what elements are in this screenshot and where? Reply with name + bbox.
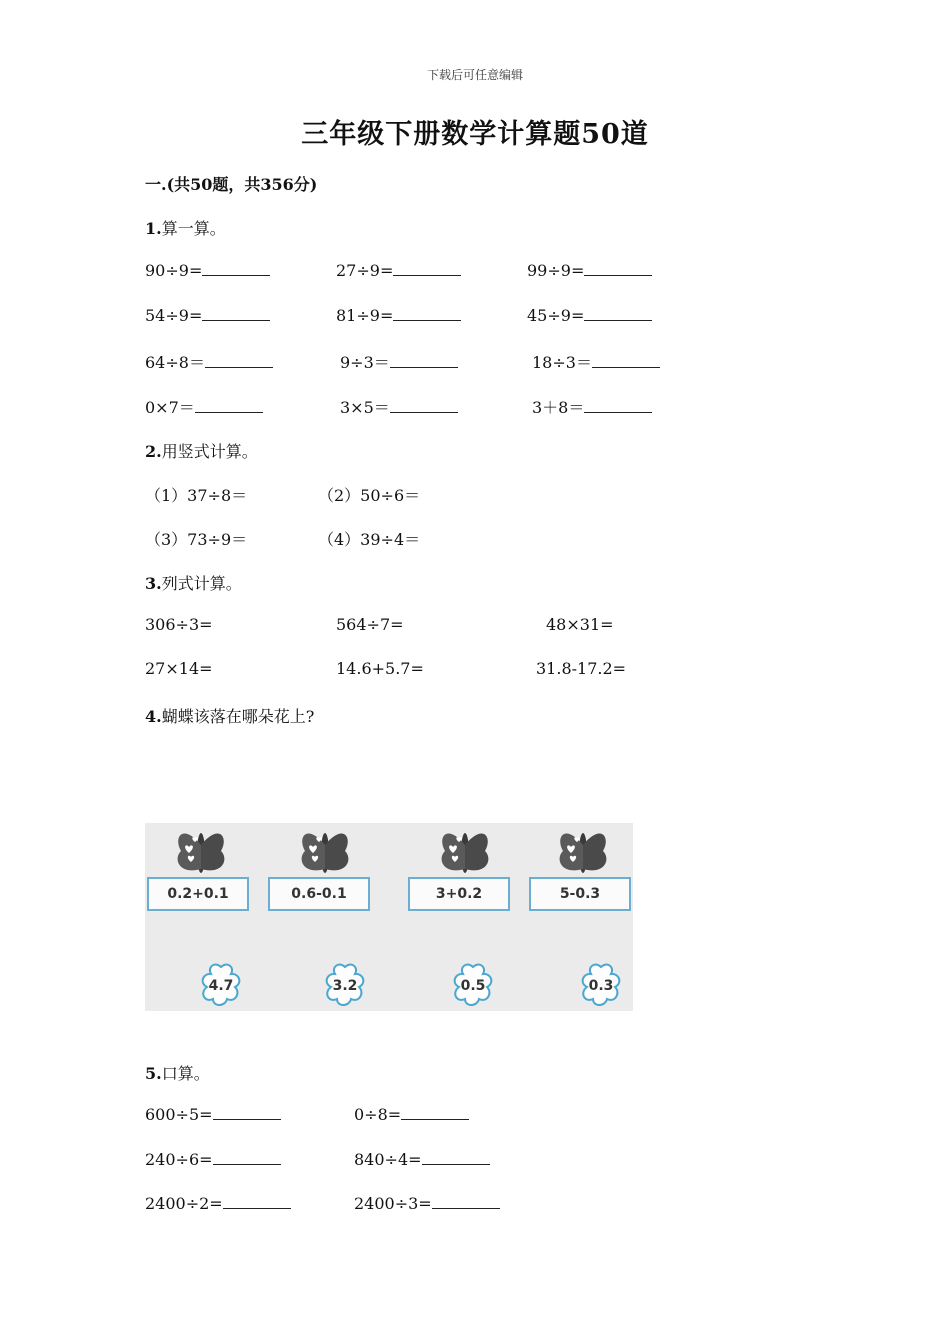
answer-blank[interactable] [213,1105,281,1120]
question-text: 用竖式计算。 [161,442,258,461]
problem [527,261,652,280]
problem-text: 90÷9= [145,261,203,280]
problem-text: 9÷3＝ [340,353,390,372]
answer-blank[interactable] [393,306,461,321]
question-text: 列式计算。 [161,574,242,593]
answer-blank[interactable] [584,398,652,413]
problem-text: 240÷6= [145,1150,213,1169]
question-number: 3. [145,574,162,593]
problem [354,1150,490,1169]
problem: 564÷7= [336,615,404,634]
answer-blank[interactable] [213,1150,281,1165]
problem [532,350,660,373]
answer-blank[interactable] [202,261,270,276]
expression-box: 5-0.3 [529,877,631,911]
butterfly-icon [171,825,231,881]
problem: （1）37÷8＝ [145,486,248,505]
problem-text: 99÷9= [527,261,585,280]
page-header: 下载后可任意编辑 [426,68,523,82]
answer-blank[interactable] [432,1194,500,1209]
section-heading: 一.(共50题，共356分) [145,175,318,194]
problem-text: 27÷9= [336,261,394,280]
problem: 14.6+5.7= [336,659,424,678]
answer-blank[interactable] [390,353,458,368]
problem: （4）39÷4＝ [318,530,421,549]
problem [145,261,270,280]
problem [145,350,273,373]
answer-blank[interactable] [584,261,652,276]
expression-box: 0.2+0.1 [147,877,249,911]
expression-box: 3+0.2 [408,877,510,911]
answer-blank[interactable] [202,306,270,321]
problem: 31.8-17.2= [536,659,627,678]
answer-blank[interactable] [393,261,461,276]
problem-text: 3＋8＝ [532,398,585,417]
answer-blank[interactable] [422,1150,490,1165]
problem [145,306,270,325]
expression-box: 0.6-0.1 [268,877,370,911]
question-number: 4. [145,707,162,726]
problem-text: 600÷5= [145,1105,213,1124]
question-number: 5. [145,1064,162,1083]
problem: 27×14= [145,659,213,678]
question-text: 口算。 [161,1064,210,1083]
page-title: 三年级下册数学计算题50道 [301,119,649,150]
question-number: 2. [145,442,162,461]
problem [354,1194,500,1213]
problem-text: 45÷9= [527,306,585,325]
question-3 [145,571,242,594]
problem [145,395,263,418]
problem [145,1105,281,1124]
problem: （2）50÷6＝ [318,486,421,505]
problem [527,306,652,325]
problem-text: 2400÷2= [145,1194,223,1213]
problem [532,395,652,418]
problem: （3）73÷9＝ [145,530,248,549]
butterfly-icon [435,825,495,881]
answer-blank[interactable] [195,398,263,413]
problem [145,1194,291,1213]
question-text: 蝴蝶该落在哪朵花上? [161,707,315,726]
problem-text: 18÷3＝ [532,353,592,372]
problem-text: 3×5＝ [340,398,390,417]
problem-text: 2400÷3= [354,1194,432,1213]
problem [340,350,458,373]
problem-text: 0×7＝ [145,398,195,417]
question-text: 算一算。 [161,219,226,238]
answer-blank[interactable] [223,1194,291,1209]
answer-blank[interactable] [401,1105,469,1120]
answer-blank[interactable] [205,353,273,368]
problem [354,1105,469,1124]
question-2 [145,439,258,462]
answer-blank[interactable] [592,353,660,368]
problem: 48×31= [546,615,614,634]
butterfly-flower-picture [145,823,633,1011]
flower-value: 3.2 [332,978,358,994]
problem [336,306,461,325]
question-4 [145,704,314,727]
problem [145,1150,281,1169]
butterfly-icon [295,825,355,881]
problem-text: 81÷9= [336,306,394,325]
problem [340,395,458,418]
answer-blank[interactable] [390,398,458,413]
question-1 [145,216,226,239]
problem-text: 840÷4= [354,1150,422,1169]
flower-value: 0.5 [460,978,486,994]
flower-value: 0.3 [588,978,614,994]
problem: 306÷3= [145,615,213,634]
question-5 [145,1061,210,1084]
problem [336,261,461,280]
problem-text: 64÷8＝ [145,353,205,372]
problem-text: 0÷8= [354,1105,402,1124]
butterfly-icon [553,825,613,881]
flower-value: 4.7 [208,978,234,994]
problem-text: 54÷9= [145,306,203,325]
question-number: 1. [145,219,162,238]
answer-blank[interactable] [584,306,652,321]
